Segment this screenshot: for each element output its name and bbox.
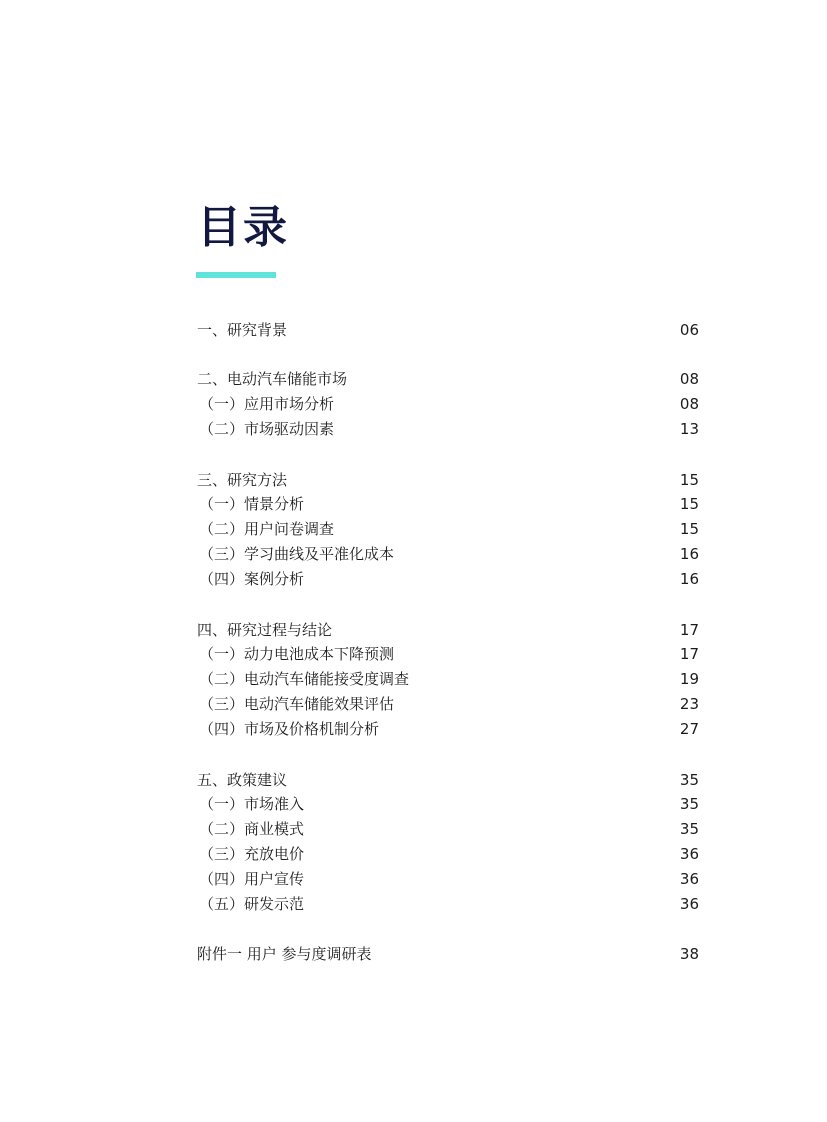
toc-entry-page: 08 [679,395,699,413]
toc-subentry[interactable] [197,718,699,740]
toc-subentry[interactable] [197,843,699,865]
toc-entry-label: 附件一 用户 参与度调研表 [197,945,372,963]
toc-entry-page: 36 [679,845,699,863]
title-accent-bar [196,272,276,278]
toc-entry-label: 一、研究背景 [197,321,288,339]
toc-entry-page: 17 [679,645,699,663]
toc-entry-label: （一）情景分析 [199,495,305,513]
toc-entry-page: 16 [679,545,699,563]
toc-subentry[interactable] [197,543,699,565]
toc-entry-label: （二）电动汽车储能接受度调查 [199,670,410,688]
toc-entry-page: 38 [679,945,699,963]
toc-entry-page: 27 [679,720,699,738]
toc-entry-label: （二）市场驱动因素 [199,420,335,438]
toc-entry-label: 三、研究方法 [197,471,288,489]
toc-entry-label: （二）用户问卷调查 [199,520,335,538]
toc-entry-label: （二）商业模式 [199,820,305,838]
toc-entry-page: 35 [679,820,699,838]
toc-entry-page: 06 [679,321,699,339]
toc-entry-label: 四、研究过程与结论 [197,621,333,639]
toc-entry-page: 19 [679,670,699,688]
toc-entry-label: （三）学习曲线及平准化成本 [199,545,395,563]
toc-entry-page: 36 [679,895,699,913]
toc-entry-label: （五）研发示范 [199,895,305,913]
toc-entry-page: 17 [679,621,699,639]
toc-entry-page: 23 [679,695,699,713]
toc-entry[interactable] [197,943,699,965]
toc-entry[interactable] [197,769,699,791]
toc-entry[interactable] [197,619,699,641]
toc-entry-page: 36 [679,870,699,888]
page-title: 目录 [197,202,289,253]
toc-subentry[interactable] [197,568,699,590]
toc-subentry[interactable] [197,893,699,915]
toc-entry-page: 16 [679,570,699,588]
toc-entry[interactable] [197,319,699,341]
toc-entry-page: 15 [679,495,699,513]
toc-entry-label: （三）充放电价 [199,845,305,863]
toc-entry-label: （四）用户宣传 [199,870,305,888]
toc-subentry[interactable] [197,668,699,690]
toc-entry-label: 二、电动汽车储能市场 [197,370,348,388]
toc-subentry[interactable] [197,868,699,890]
toc-entry-page: 08 [679,370,699,388]
toc-subentry[interactable] [197,418,699,440]
toc-entry-label: （一）市场准入 [199,795,305,813]
toc-subentry[interactable] [197,518,699,540]
toc-entry-label: （四）市场及价格机制分析 [199,720,380,738]
toc-entry-label: （四）案例分析 [199,570,305,588]
toc-entry-page: 35 [679,795,699,813]
toc-entry[interactable] [197,368,699,390]
toc-subentry[interactable] [197,643,699,665]
toc-entry-page: 13 [679,420,699,438]
toc-entry-label: （三）电动汽车储能效果评估 [199,695,395,713]
toc-entry[interactable] [197,469,699,491]
toc-entry-page: 15 [679,471,699,489]
toc-subentry[interactable] [197,493,699,515]
toc-entry-page: 15 [679,520,699,538]
toc-entry-label: （一）动力电池成本下降预测 [199,645,395,663]
toc-subentry[interactable] [197,393,699,415]
toc-subentry[interactable] [197,793,699,815]
toc-entry-page: 35 [679,771,699,789]
toc-subentry[interactable] [197,818,699,840]
toc-entry-label: （一）应用市场分析 [199,395,335,413]
toc-subentry[interactable] [197,693,699,715]
toc-entry-label: 五、政策建议 [197,771,288,789]
